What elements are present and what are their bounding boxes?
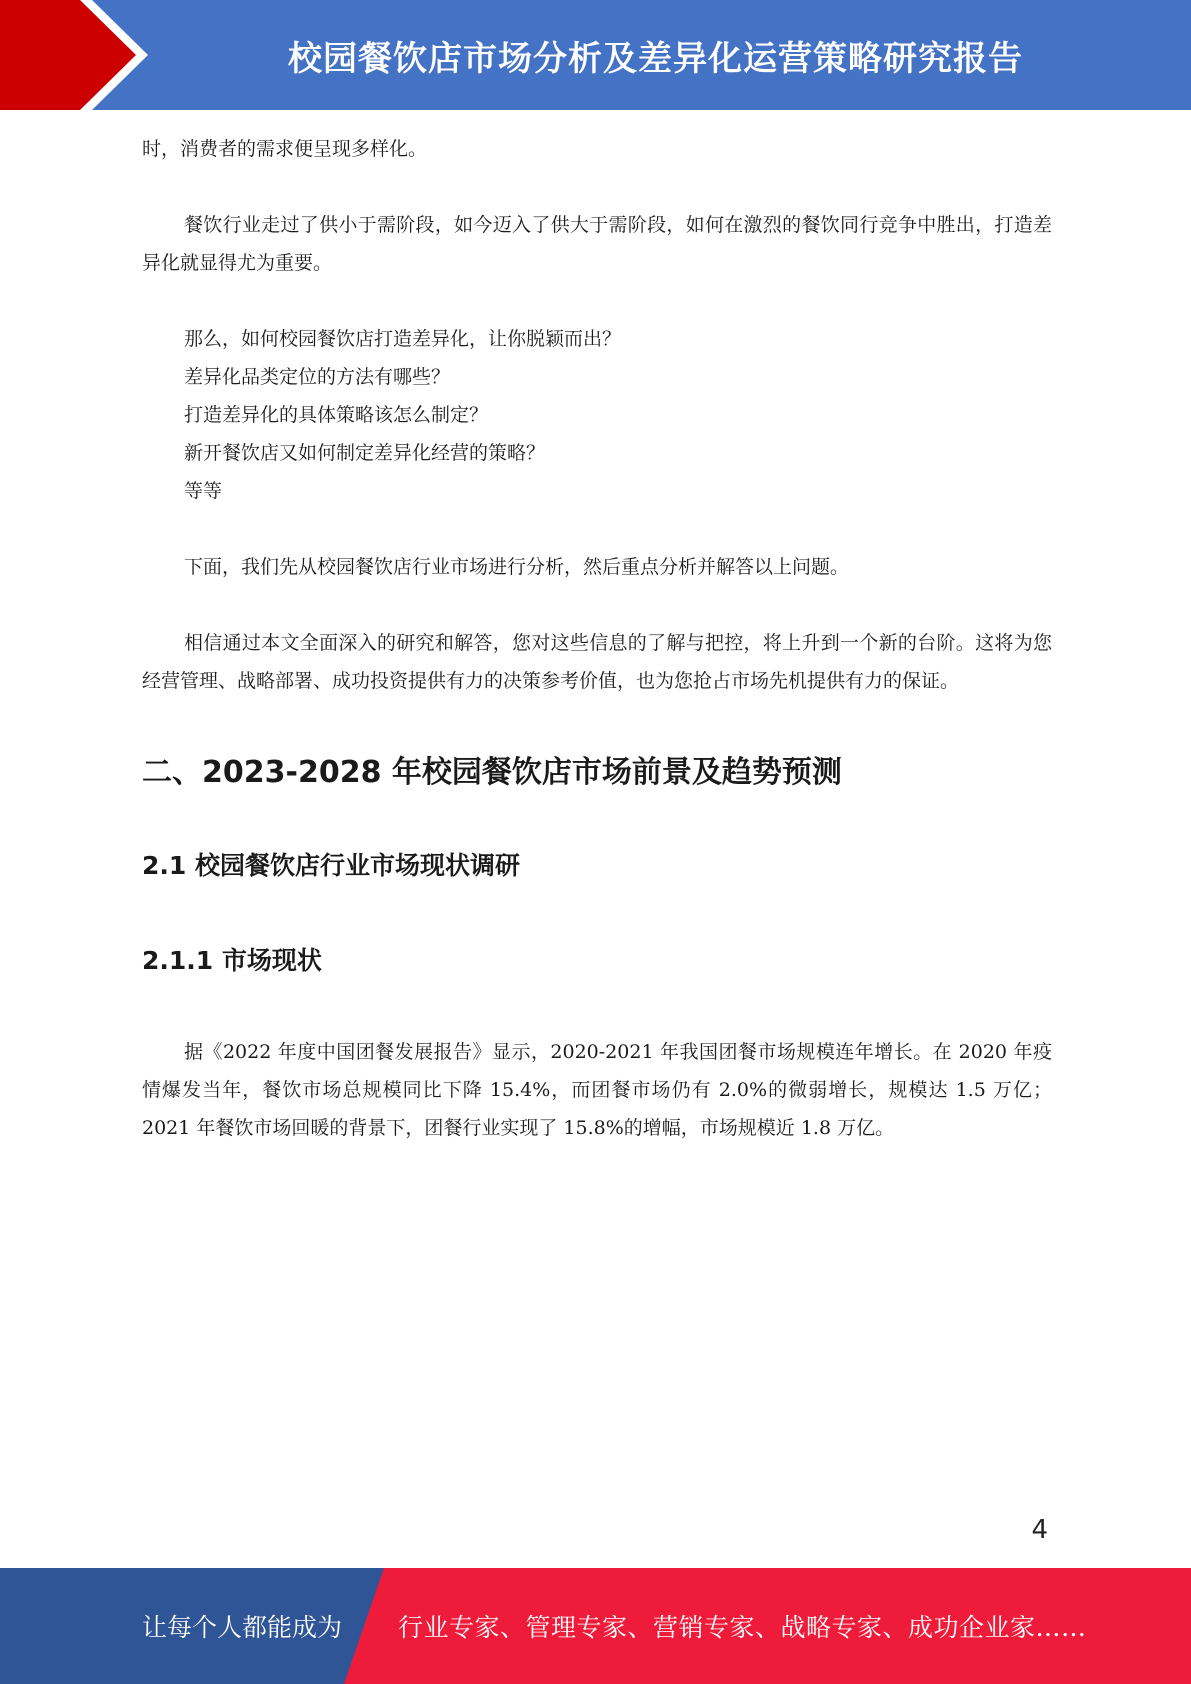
subsubsection-heading: 2.1.1 市场现状 bbox=[142, 946, 322, 975]
section-heading: 二、2023-2028 年校园餐饮店市场前景及趋势预测 bbox=[142, 755, 842, 790]
document-title: 校园餐饮店市场分析及差异化运营策略研究报告 bbox=[288, 38, 1023, 79]
question-item: 新开餐饮店又如何制定差异化经营的策略？ bbox=[184, 442, 546, 464]
paragraph-analysis-plan: 下面，我们先从校园餐饮店行业市场进行分析，然后重点分析并解答以上问题。 bbox=[184, 556, 850, 578]
page-number: 4 bbox=[1031, 1515, 1048, 1545]
page-header bbox=[0, 0, 1191, 110]
question-item: 差异化品类定位的方法有哪些？ bbox=[184, 366, 451, 388]
subsection-heading: 2.1 校园餐饮店行业市场现状调研 bbox=[142, 851, 520, 880]
question-item: 那么，如何校园餐饮店打造差异化，让你脱颖而出？ bbox=[184, 328, 622, 350]
footer-slogan-left: 让每个人都能成为 bbox=[142, 1613, 343, 1642]
paragraph-intro-end: 时，消费者的需求便呈现多样化。 bbox=[142, 138, 428, 160]
header-arrow-decoration bbox=[0, 0, 160, 110]
question-list bbox=[142, 320, 1052, 510]
paragraph-value: 相信通过本文全面深入的研究和解答，您对这些信息的了解与把控，将上升到一个新的台阶。这将为您经营管理、战略部署、成功投资提供有力的决策参考价值，也为您抢占市场先机提供有力的保证。 bbox=[142, 632, 1052, 692]
footer-slogan-right: 行业专家、管理专家、营销专家、战略专家、成功企业家…… bbox=[398, 1613, 1087, 1642]
page-footer bbox=[0, 1568, 1191, 1684]
question-item: 等等 bbox=[184, 480, 223, 502]
document-body bbox=[142, 130, 1052, 1185]
question-item: 打造差异化的具体策略该怎么制定？ bbox=[184, 404, 489, 426]
paragraph-market-status: 据《2022 年度中国团餐发展报告》显示，2020-2021 年我国团餐市场规模连年增长。在 2020 年疫情爆发当年，餐饮市场总规模同比下降 15.4%，而团餐市场仍有 2.0%的微弱增长，规模达 1.5 万亿；2021 年餐饮市场回暖的背景下，团餐行业实现了 15.8%的增幅，市场规模近 1.8 万亿。 bbox=[142, 1041, 1052, 1139]
paragraph-competition: 餐饮行业走过了供小于需阶段，如今迈入了供大于需阶段，如何在激烈的餐饮同行竞争中胜出，打造差异化就显得尤为重要。 bbox=[142, 214, 1052, 274]
